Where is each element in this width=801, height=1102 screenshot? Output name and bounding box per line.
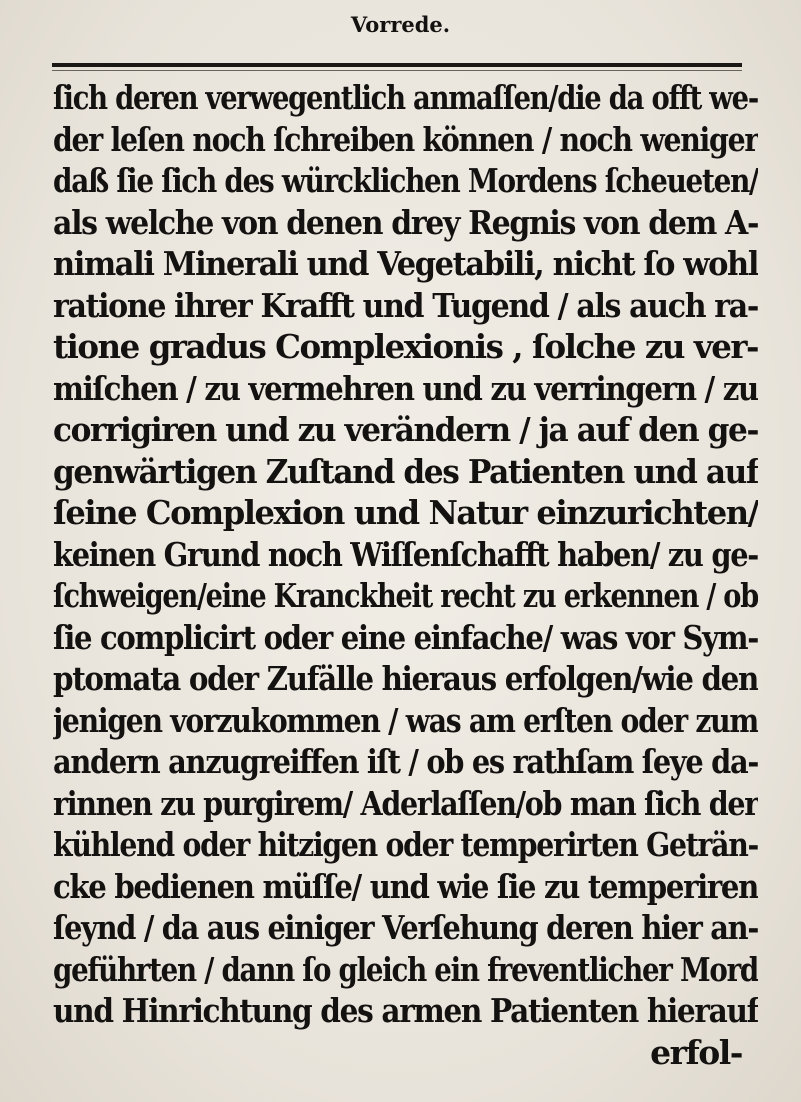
text-line: miſchen / zu vermehren und zu verringern / zu bbox=[53, 368, 758, 408]
header-rule bbox=[52, 63, 742, 67]
text-line: und Hinrichtung des armen Patienten hierauf bbox=[53, 991, 758, 1030]
text-line: ptomata oder Zufälle hieraus erfolgen/wie den bbox=[53, 659, 758, 698]
text-line: geführten / dann ſo gleich ein freventlicher Mord bbox=[53, 949, 758, 989]
text-line: nimali Minerali und Vegetabili, nicht ſo wohl bbox=[53, 244, 758, 283]
text-line: jenigen vorzukommen / was am erſten oder zum bbox=[53, 700, 758, 740]
text-line: genwärtigen Zuſtand des Patienten und auf bbox=[53, 451, 758, 491]
header-rule-thin bbox=[52, 70, 742, 71]
body-text bbox=[53, 77, 758, 1073]
catchword: erfol‑ bbox=[650, 1032, 742, 1072]
text-line: ratione ihrer Krafft und Tugend / als auch ra- bbox=[53, 285, 758, 325]
text-line: tione gradus Complexionis , ſolche zu ver‑ bbox=[53, 327, 758, 366]
text-line: als welche von denen drey Regnis von dem A- bbox=[53, 202, 758, 242]
text-line: ſeynd / da aus einiger Verſehung deren hier an‑ bbox=[53, 908, 758, 947]
text-line: ſie complicirt oder eine einfache/ was vor Sym- bbox=[53, 617, 758, 657]
text-line: der leſen noch ſchreiben können / noch weniger bbox=[53, 119, 758, 159]
text-line: cke bedienen müſſe/ und wie ſie zu temperiren bbox=[53, 866, 758, 906]
text-line: daß ſie ſich des würcklichen Mordens ſcheueten/ bbox=[53, 161, 758, 200]
text-line: andern anzugreiffen iſt / ob es rathſam ſeye da‑ bbox=[53, 742, 758, 781]
text-line: corrigiren und zu verändern / ja auf den ge‑ bbox=[53, 410, 758, 449]
text-line: ſeine Complexion und Natur einzurichten/ bbox=[53, 493, 758, 532]
text-line: rinnen zu purgirem/ Aderlaſſen/ob man ſich der bbox=[53, 783, 758, 823]
text-line: ſich deren verwegentlich anmaſſen/die da offt we‑ bbox=[53, 78, 758, 117]
text-line: kühlend oder hitzigen oder temperirten Geträn‑ bbox=[53, 825, 758, 864]
page-header: Vorrede. bbox=[350, 12, 451, 37]
text-line: ſchweigen/eine Kranckheit recht zu erkennen / ob bbox=[53, 576, 758, 615]
text-line: keinen Grund noch Wiſſenſchafft haben/ zu ge‑ bbox=[53, 534, 758, 574]
